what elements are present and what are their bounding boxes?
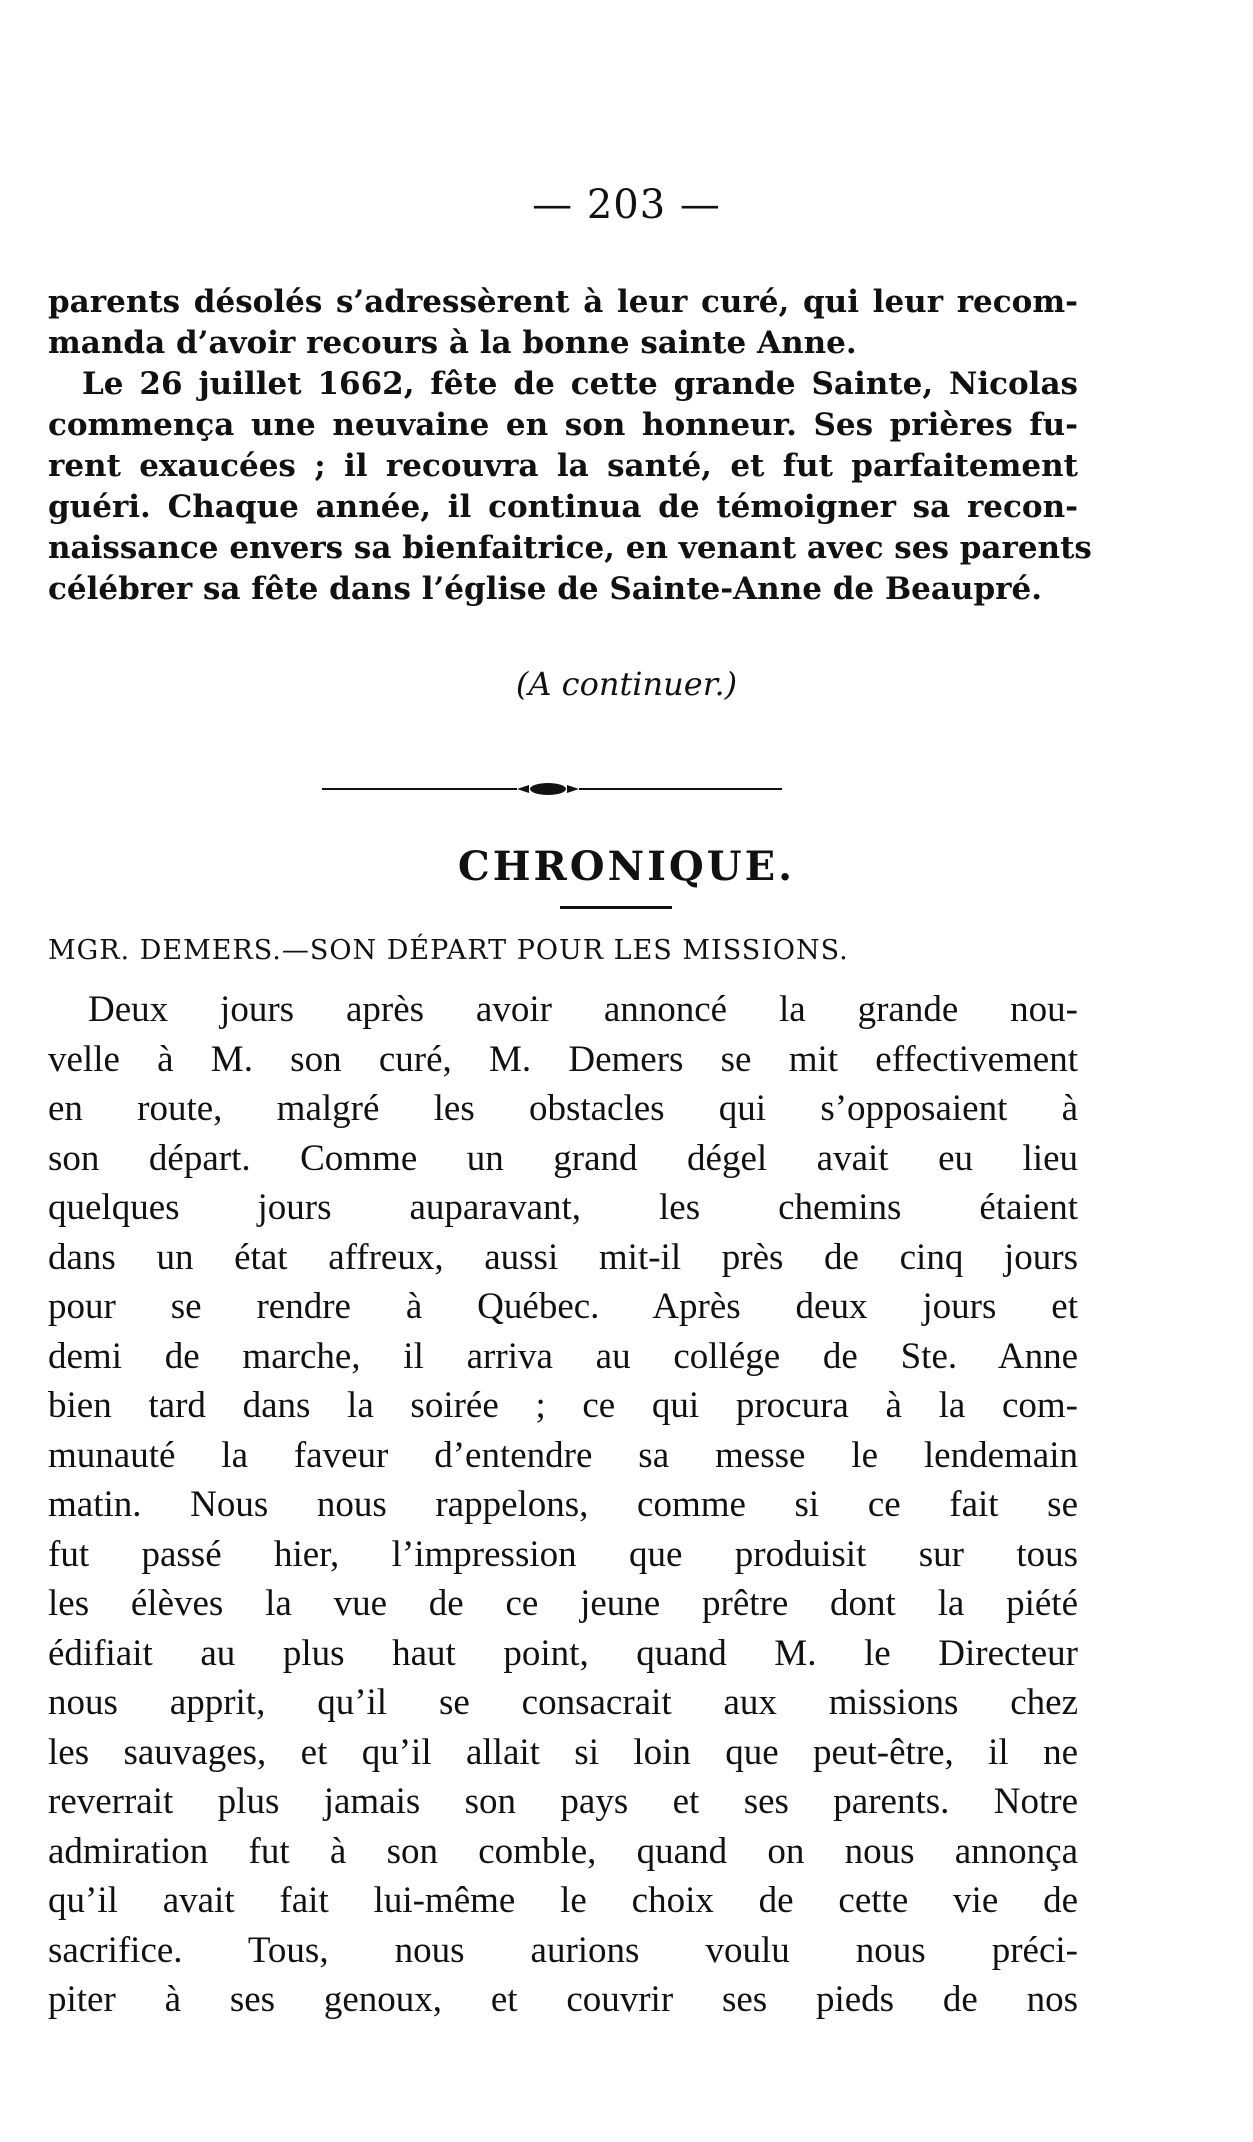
text-line: en route, malgré les obstacles qui s’opposaient à [48,1088,1078,1129]
text-line: sacrifice. Tous, nous aurions voulu nous préci- [48,1929,1078,1971]
text-line: matin. Nous nous rappelons, comme si ce fait se [48,1484,1078,1525]
text-line: munauté la faveur d’entendre sa messe le lendemain [48,1434,1078,1476]
text-line: son départ. Comme un grand dégel avait eu lieu [48,1137,1078,1179]
text-line: velle à M. son curé, M. Demers se mit effectivement [48,1038,1078,1080]
continuation-note: (A continuer.) [515,665,738,703]
continued-paragraph [48,282,1092,610]
page-number: — 203 — [532,182,721,228]
text-line: reverrait plus jamais son pays et ses parents. Notre [48,1781,1078,1822]
text-line: Deux jours après avoir annoncé la grande nou- [88,989,1078,1030]
text-line: fut passé hier, l’impression que produisit sur tous [48,1533,1078,1575]
text-line: édifiait au plus haut point, quand M. le Directeur [48,1632,1078,1674]
text-line: rent exaucées ; il recouvra la santé, et fut parfaitement [48,448,1078,484]
text-line: Le 26 juillet 1662, fête de cette grande Sainte, Nicolas [82,366,1078,402]
text-line: demi de marche, il arriva au collége de Ste. Anne [48,1335,1078,1377]
text-line: commença une neuvaine en son honneur. Ses prières fu- [48,407,1078,443]
text-line: les élèves la vue de ce jeune prêtre dont la piété [48,1583,1078,1624]
text-line: bien tard dans la soirée ; ce qui procura à la com- [48,1385,1078,1426]
text-line: naissance envers sa bienfaitrice, en venant avec ses parents [48,530,1092,566]
text-line: les sauvages, et qu’il allait si loin que peut-être, il ne [48,1731,1078,1773]
text-line: manda d’avoir recours à la bonne sainte Anne. [48,325,857,361]
article-subheading: MGR. DEMERS.—SON DÉPART POUR LES MISSIONS. [48,935,849,966]
text-line: pour se rendre à Québec. Après deux jours et [48,1286,1078,1327]
title-underline [560,906,672,909]
text-line: qu’il avait fait lui-même le choix de cette vie de [48,1880,1078,1921]
text-line: nous apprit, qu’il se consacrait aux missions chez [48,1682,1078,1723]
text-line: guéri. Chaque année, il continua de témoigner sa recon- [48,489,1078,525]
text-line: piter à ses genoux, et couvrir ses pieds de nos [48,1979,1078,2020]
ornamental-divider [322,782,782,796]
text-line: célébrer sa fête dans l’église de Sainte-Anne de Beaupré. [48,571,1043,607]
text-line: quelques jours auparavant, les chemins étaient [48,1187,1078,1228]
text-line: dans un état affreux, aussi mit-il près de cinq jours [48,1236,1078,1278]
text-line: parents désolés s’adressèrent à leur curé, qui leur recom- [48,284,1078,320]
section-title: CHRONIQUE. [457,843,796,890]
article-body [48,985,1078,2025]
text-line: admiration fut à son comble, quand on nous annonça [48,1830,1078,1872]
